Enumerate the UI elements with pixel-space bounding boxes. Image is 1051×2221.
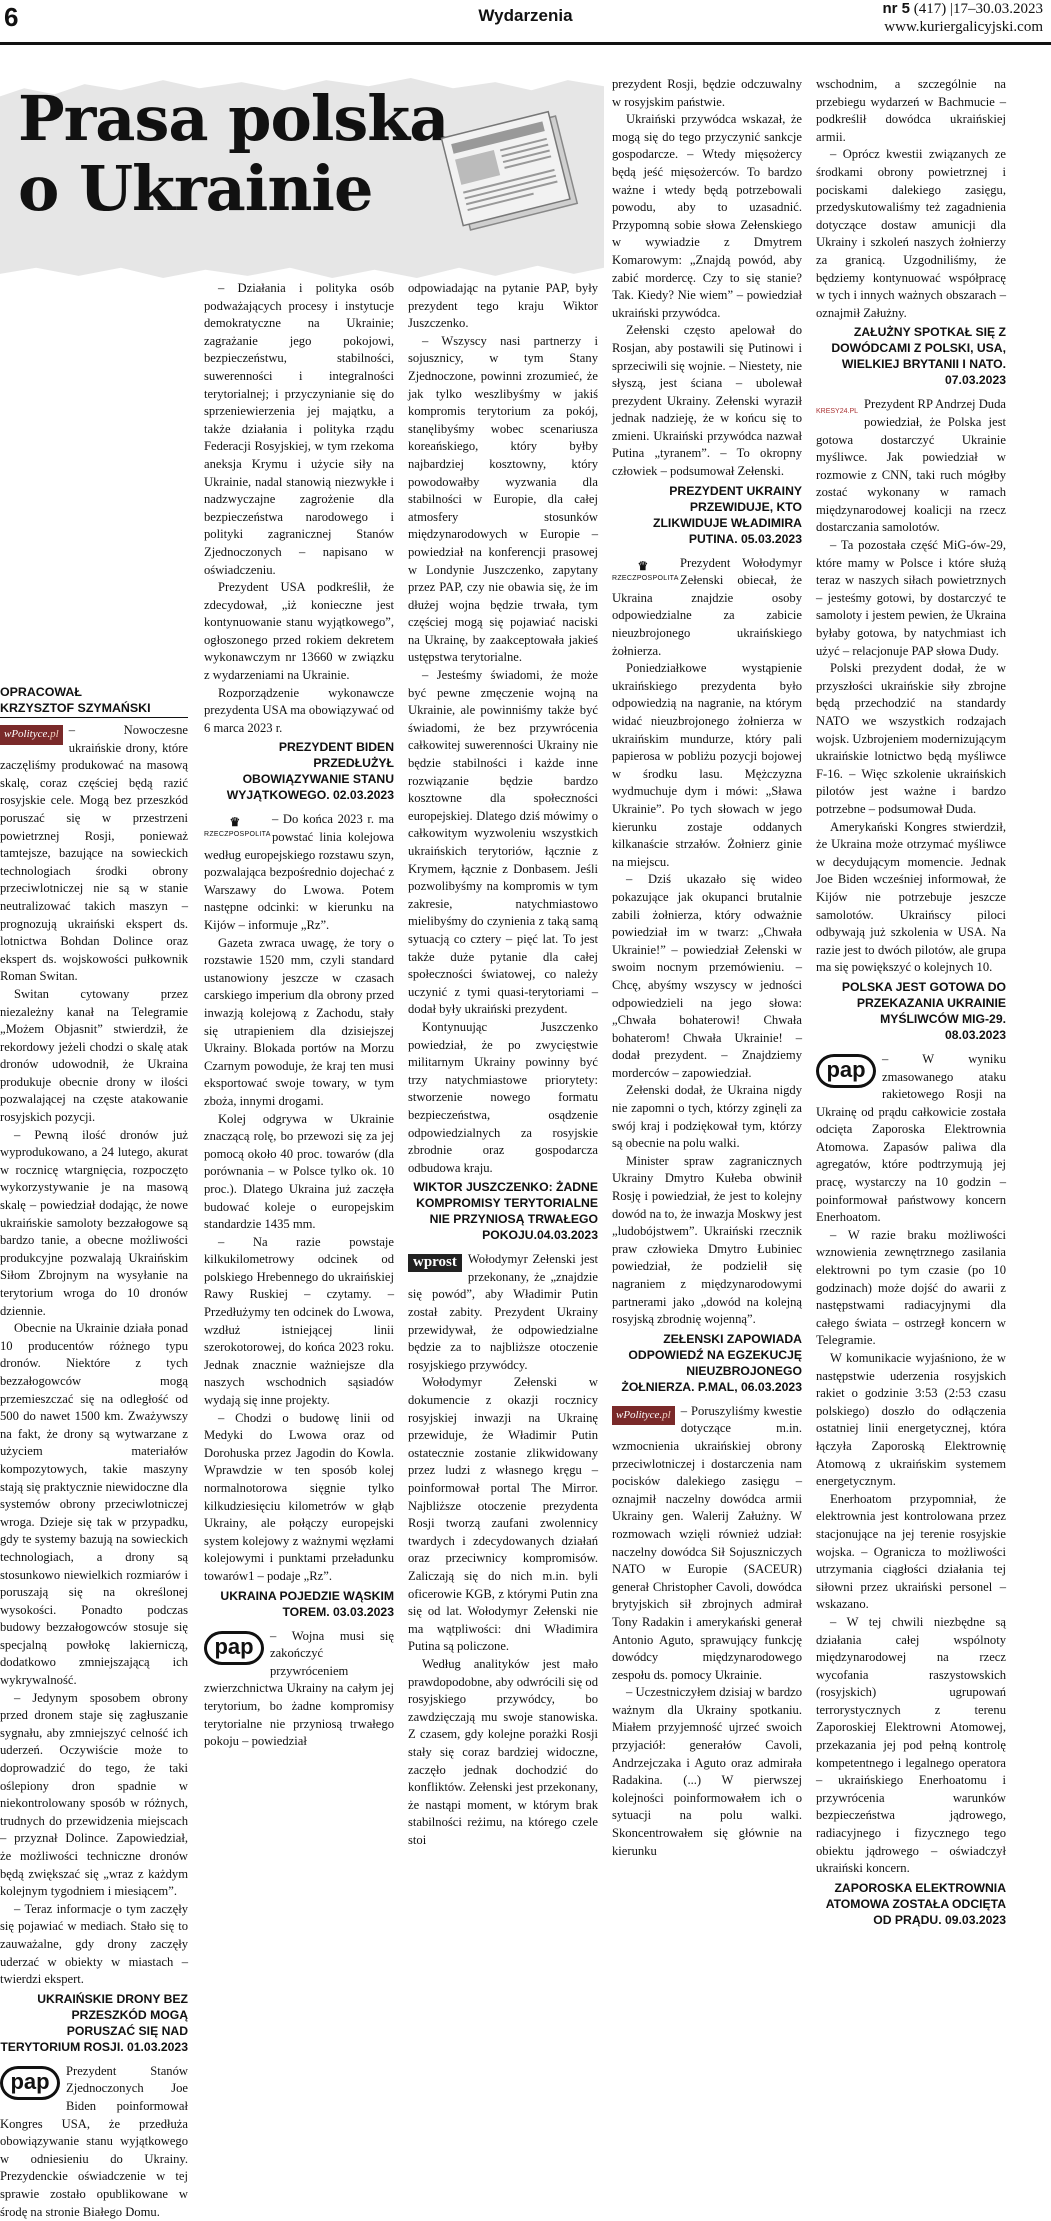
byline: [0, 684, 188, 716]
paragraph: Obecnie na Ukrainie działa ponad 10 producentów różnego typu dronów. Niektóre z tych bezzałogowców mogą przemieszczać się na odległość od 500 do nawet 1500 km. Zważywszy na fakt, że drony są wytwarzane z użyciem materiałów kompozytowych, takie maszyny stają się praktycznie niewidoczne dla systemów obrony przeciwlotniczej wroga. Dzieje się tak w przypadku, gdy te systemy bazują na sowieckich technologiach, a drony są stosunkowo niewielkich rozmiarów i poruszają się na określonej wysokości. Ponadto podczas budowy bezzałogowców stosuje się specjalną powłokę lakierniczą, dodatkowo zmniejszającą ich wykrywalność.: [0, 1321, 188, 1688]
paragraph: Rozporządzenie wykonawcze prezydenta USA ma obowiązywać od 6 marca 2023 r.: [204, 685, 394, 735]
paragraph: KRESY24.PL Prezydent RP Andrzej Duda powiedział, że Polska jest gotowa dostarczyć Ukrainie myśliwce. Jak powiedział w rozmowie z CNN, taki ruch mógłby zostać wykonany w ramach międzynarodowej koalicji na rzecz dostarczania samolotów.: [816, 397, 1006, 535]
paragraph: wprost Wołodymyr Zełenski jest przekonany, że „znajdzie się powód”, aby Władimir Putin został zabity. Prezydent Ukrainy przewidywał, że odpowiedzialne będzie za to najbliższe otoczenie rosyjskiego przywódcy.: [408, 1252, 598, 1372]
paragraph: prezydent Rosji, będzie odczuwalny w rosyjskim państwie.: [612, 77, 802, 109]
paragraph: – Dziś ukazało się wideo pokazujące jak okupanci brutalnie zabili żołnierza, który odważnie powiedział im w twarz: „Chwała Ukrainie!” – powiedział Zełenski w swoim nocnym przemówieniu. – Chcę, abyśmy wszyscy w jedności odpowiedzieli na jego słowa: „Chwała bohaterowi! Chwała bohaterom! Chwała Ukrainie! – dodał prezydent. – Znajdziemy morderców – zapowiedział.: [612, 872, 802, 1080]
paragraph: – Działania i polityka osób podważających procesy i instytucje demokratyczne na Ukrainie; zagrażanie jego pokojowi, bezpieczeństwu, stabilności, suwerenności i integralności terytorialnej; i przyczynianie się do sprzeniewierzenia jej majątku, a także działania i polityka rządu Federacji Rosyjskiej, w tym rzekoma aneksja Krymu i użycie siły na Ukrainie, nadal stanowią niezwykłe i nadzwyczajne zagrożenie dla bezpieczeństwa narodowego i polityki zagranicznej Stanów Zjednoczonych – napisano w oświadczeniu.: [204, 281, 394, 577]
paragraph: odpowiadając na pytanie PAP, były prezydent tego kraju Wiktor Juszczenko.: [408, 281, 598, 331]
kresy-logo: KRESY24.PL: [816, 408, 859, 416]
issue-number: nr 5: [882, 0, 910, 17]
column-1: [0, 722, 188, 2219]
column-3: [408, 280, 598, 1847]
news-subheading: WIKTOR JUSZCZENKO: ŻADNE KOMPROMISY TERYTORIALNE NIE PRZYNIOSĄ TRWAŁEGO POKOJU.04.03.2023: [413, 1180, 598, 1243]
paragraph: – Wszyscy nasi partnerzy i sojusznicy, w tym Stany Zjednoczone, powinni zrozumieć, że jak tylko weszlibyśmy w jakiś kompromis terytorium za pokój, stanęlibyśmy wobec scenariusza koreańskiego, który byłby najbardziej kosztowny, który powodowałby wyzwania dla stabilności w Europie, dla całej atmosfery stosunków międzynarodowych w Europie – powiedział na konferencji prasowej w Londynie Juszczenko, zapytany przez PAP, czy nie obawia się, że im dłużej wojna będzie trwała, tym częściej mogą się pojawiać naciski na Ukrainę, by zaakceptowała jakieś ustępstwa terytorialne.: [408, 333, 598, 665]
paragraph: ♛ RZECZPOSPOLITA – Do końca 2023 r. ma powstać linia kolejowa według europejskiego rozstawu szyn, pozwalająca bezpośrednio dojechać z Warszawy do Lwowa. Potem następne odcinki: w kierunku na Kijów – informuje „Rz”.: [204, 812, 394, 932]
paragraph: Polski prezydent dodał, że w przyszłości ukraińskie siły zbrojne będą przechodzić na standardy NATO we wszystkich rodzajach wojsk. Uzbrojeniem modernizującym ukraińskie lotnictwo będą myśliwce F-16. – Więc szkolenie ukraińskich pilotów jest ważne i bardzo potrzebne – podsumował Duda.: [816, 661, 1006, 816]
paragraph: Ukraiński przywódca wskazał, że mogą się do tego przyczynić sankcje gospodarcze. – Wtedy mięsożercy będą jeść mięsożerców. To bardzo ważne i wtedy będą potrzebowali powodu, aby to uzasadnić. Przypomną sobie słowa Zełenskiego w wywiadzie z Dmytrem Komarowym: „Znajdą powód, aby zabić mordercę. Czy to się stanie? Tak. Kiedy? Nie wiem” – powiedział ukraiński przywódca.: [612, 112, 802, 320]
paragraph: wschodnim, a szczególnie na przebiegu wydarzeń w Bachmucie – podkreślił dowódca ukraińskiej armii.: [816, 77, 1006, 144]
news-subheading: ZAŁUŻNY SPOTKAŁ SIĘ Z DOWÓDCAMI Z POLSKI, USA, WIELKIEJ BRYTANII I NATO. 07.03.2023: [831, 325, 1006, 388]
paragraph: – W tej chwili niezbędne są działania całej wspólnoty międzynarodowej na rzecz wycofania raszystowskich (rosyjskich) ugrupowań terrorystycznych z terenu Zaporoskiej Elektrowni Atomowej, przekazania jej pod pełną kontrolę kompetentnego i legalnego operatora – ukraińskiego Enerhoatomu i przywrócenia warunków bezpieczeństwa jądrowego, radiacyjnego i fizycznego tego obiektu jądrowego – oświadczył ukraiński koncern.: [816, 1614, 1006, 1876]
paragraph: – Oprócz kwestii związanych ze środkami obrony powietrznej i pociskami dalekiego zasięgu, przedyskutowaliśmy też zagadnienia dotyczące dostaw amunicji dla Ukrainy i szkoleń naszych żołnierzy za granicą. Uzgodniliśmy, że będziemy kontynuować współpracę w tych i innych ważnych obszarach – oznajmił Załużny.: [816, 147, 1006, 320]
paragraph: Prezydent USA podkreślił, że zdecydował, „iż konieczne jest kontynuowanie stanu wyjątkowego”, ogłoszonego przed rokiem dekretem wykonawczym nr 13660 w związku z wydarzeniami na Ukrainie.: [204, 580, 394, 683]
website-link[interactable]: www.kuriergalicyjski.com: [884, 19, 1043, 35]
title-line-2: o Ukrainie: [18, 152, 373, 225]
byline-author: KRZYSZTOF SZYMAŃSKI: [0, 701, 151, 715]
news-subheading: UKRAINA POJEDZIE WĄSKIM TOREM. 03.03.2023: [220, 1588, 394, 1619]
paragraph: – Chodzi o budowę linii od Medyki do Lwowa oraz od Dorohuska przez Jagodin do Kowla. Wprawdzie w ten sposób kolej normalnotorowa sięgnie tylko kilkudziesięciu kilometrów w głąb Ukrainy, ale połączy europejski system kolejowy z ważnymi węzłami kolejowymi i punktami przeładunku towarów1 – podaje „Rz”.: [204, 1410, 394, 1583]
paragraph: Switan cytowany przez niezależny kanał na Telegramie „Możem Objasnit” stwierdził, że rekordowy jeżeli chodzi o skalę atak dronów udowodnił, że Ukraina produkuje obecnie drony w ilości pozwalającej na częste atakowanie rosyjskich pozycji.: [0, 986, 188, 1125]
eagle-icon: ♛: [229, 815, 241, 830]
paragraph: – Pewną ilość dronów już wyprodukowano, a 24 lutego, akurat w rocznicę wtargnięcia, rozpoczęto wykorzystywanie je na masową skalę – powiedział dodając, że nowe ukraińskie samoloty bezzałogowe są bardzo tanie, a obecne możliwości produkcyjne pozwalają Ukraińskim Siłom Zbrojnym na wysyłanie na terytorium wroga do 10 dronów dziennie.: [0, 1127, 188, 1318]
title-line-1: Prasa polska: [18, 82, 449, 155]
paragraph: pap – Wojna musi się zakończyć przywróceniem zwierzchnictwa Ukrainy na całym jej terytorium, bo żadne kompromisy terytorialne nie przyniosą trwałego pokoju – powiedział: [204, 1628, 394, 1749]
eagle-icon: ♛: [637, 558, 649, 573]
paragraph: – Na razie powstaje kilkukilometrowy odcinek od polskiego Hrebennego do ukraińskiej Rawy Ruskiej – czytamy. – Przedłużymy ten odcinek do Lwowa, wzdłuż istniejącej linii szerokotorowej, do końca 2023 roku. Jednak znacznie ważniejsze dla naszych wschodnich sąsiadów wydają się inne projekty.: [204, 1234, 394, 1408]
paragraph: Amerykański Kongres stwierdził, że Ukraina może otrzymać myśliwce w decydującym momencie. Jednak Joe Biden wcześniej informował, że Kijów nie potrzebuje jeszcze samolotów. Ukraińscy piloci odbywają już szkolenia w USA. Na razie jest to dwóch pilotów, ale grupa ma się powiększyć o kolejnych 10.: [816, 819, 1006, 975]
section-title: Wydarzenia: [478, 6, 573, 25]
column-4: [612, 76, 802, 1858]
news-subheading: ZEŁENSKI ZAPOWIADA ODPOWIEDŹ NA EGZEKUCJĘ NIEUZBROJONEGO ŻOŁNIERZA. P.MAL, 06.03.2023: [621, 1331, 802, 1394]
column-5: [816, 76, 1006, 1927]
wprost-logo: wprost: [408, 1254, 462, 1272]
column-2: [204, 280, 394, 1749]
byline-rule: [0, 717, 188, 718]
issue-info: [882, 0, 1043, 36]
header-rule: [0, 42, 1051, 45]
paragraph: – Jedynym sposobem obrony przed dronem staje się zagłuszanie sygnału, aby zmniejszyć celność ich uderzeń. Oczywiście może to doprowadzić do tego, że taki oślepiony dron spadnie w niekontrolowany sposób w różnych, trudnych do przewidzenia miejscach – przyznał Dolince. Zapowiedział, że możliwości techniczne dronów będą zwiększać się „wraz z każdym kolejnym tygodniem i miesiącem”.: [0, 1690, 188, 1899]
paragraph: – Ta pozostała część MiG-ów-29, które mamy w Polsce i które służą teraz w naszych siłach powietrznych – jesteśmy gotowi, by dostarczyć te samoloty i jestem pewien, że Ukraina byłaby gotowa, by natychmiast ich użyć – relacjonuje PAP słowa Dudy.: [816, 538, 1006, 658]
wpolityce-logo: wPolityce.pl: [0, 725, 63, 745]
paragraph: wPolityce.pl – Nowoczesne ukraińskie drony, które zaczęliśmy produkować na masową skalę, coraz częściej będą razić rosyjskie cele. Mogą bez przeszkód poruszać się w przestrzeni powietrznej Rosji, ponieważ tamtejsze, bazujące na sowieckich technologiach środki obrony przeciwlotniczej nie są w stanie neutralizować takich maszyn – prognozują ukraiński ekspert ds. lotnictwa Bohdan Dolince oraz ekspert ds. wojskowości pułkownik Roman Switan.: [0, 723, 188, 984]
paragraph: Gazeta zwraca uwagę, że tory o rozstawie 1520 mm, czyli standard ustanowiony jeszcze w czasach carskiego imperium dla obrony przed inwazją kolejową z Zachodu, stały się utrapieniem dla dzisiejszej Ukrainy. Blokada portów na Morzu Czarnym powoduje, że kraj ten musi eksportować swoje towary, w tym zboża, innymi drogami.: [204, 935, 394, 1108]
paragraph: Minister spraw zagranicznych Ukrainy Dmytro Kułeba obwinił Rosję i powiedział, że jest to kolejny dowód na to, że inwazja Moskwy jest „ludobójstwem”. Ukraiński rzecznik praw człowieka Dmytro Łubiniec powiedział, że podzielił się nagraniem z międzynarodowymi partnerami jako „dowód na kolejną rosyjską zbrodnię wojenną”.: [612, 1153, 802, 1327]
paragraph: wPolityce.pl – Poruszyliśmy kwestie dotyczące m.in. wzmocnienia ukraińskiej obrony przeciwlotniczej i dostarczenia nam pocisków dalekiego zasięgu – oznajmił naczelny dowódca armii Ukrainy gen. Walerij Załużny. W rozmowach wzięli również udział: naczelny dowódca Sił Sojuszniczych NATO w Europie (SACEUR) generał Christopher Cavoli, dowódca brytyjskich sił zbrojnych admirał Tony Radakin i amerykański generał Antonio Aguto, sprawujący funkcję dowódcy międzynarodowego zespołu ds. pomocy Ukrainie.: [612, 1403, 802, 1682]
news-subheading: UKRAIŃSKIE DRONY BEZ PRZESZKÓD MOGĄ PORUSZAĆ SIĘ NAD TERYTORIUM ROSJI. 01.03.2023: [0, 1991, 188, 2054]
rzeczpospolita-logo: ♛ RZECZPOSPOLITA: [612, 558, 679, 582]
news-subheading: POLSKA JEST GOTOWA DO PRZEKAZANIA UKRAINIE MYŚLIWCÓW MIG-29. 08.03.2023: [841, 979, 1006, 1042]
pap-logo: pap: [204, 1631, 264, 1665]
paragraph: Kontynuując Juszczenko powiedział, że po zwycięstwie militarnym Ukrainy powinny być trzy natychmiastowe priorytety: stworzenie nowego formatu bezpieczeństwa, osądzenie odpowiedzialnych za rosyjskie zbrodnie oraz gospodarcza odbudowa kraju.: [408, 1019, 598, 1175]
news-subheading: PREZYDENT UKRAINY PRZEWIDUJE, KTO ZLIKWIDUJE WŁADIMIRA PUTINA. 05.03.2023: [653, 483, 802, 546]
pap-logo: pap: [0, 2066, 60, 2100]
page-header: [0, 0, 1051, 44]
paragraph: Kolej odgrywa w Ukrainie znaczącą rolę, bo przewozi się za jej pomocą około 40 proc. towarów (dla porównania – w Polsce tylko ok. 10 proc.). Dlatego Ukraina już zaczęła budować koleje o europejskim standardzie 1435 mm.: [204, 1111, 394, 1232]
paragraph: pap Prezydent Stanów Zjednoczonych Joe Biden poinformował Kongres USA, że przedłuża obowiązywanie stanu wyjątkowego w odniesieniu do Ukrainy. Prezydenckie oświadczenie w tej sprawie zostało opublikowane w środę na stronie Białego Domu.: [0, 2063, 188, 2219]
pap-logo: pap: [816, 1054, 876, 1088]
paragraph: Według analityków jest mało prawdopodobne, aby odwrócili się od rosyjskiego przywódcy, bo zawdzięczają mu swoje stanowiska. Z czasem, gdy kolejne porażki Rosji stały się coraz bardziej widoczne, zaczęło jednak dochodzić do konfliktów. Zełenski jest przekonany, że nastąpi moment, w którym brak stabilności reżimu, na którego czele stoi: [408, 1656, 598, 1847]
paragraph: Zełenski dodał, że Ukraina nigdy nie zapomni o tych, którzy zginęli za swój kraj i podziękował tym, którzy są obecnie na polu walki.: [612, 1083, 802, 1151]
wpolityce-logo: wPolityce.pl: [612, 1406, 675, 1426]
paragraph: – Teraz informacje o tym zaczęły się pojawiać w mediach. Stało się to zauważalne, gdy drony zaczęły uderzać w obiekty w miastach – twierdzi ekspert.: [0, 1901, 188, 1987]
paragraph: – Jesteśmy świadomi, że może być pewne zmęczenie wojną na Ukrainie, ale powinniśmy także być świadomi, że bez przywrócenia całkowitej suwerenności Ukrainy nie będzie stabilności i każde inne rozwiązanie będzie bardzo kosztowne dla społeczności europejskiej. Dlatego dziś mówimy o całkowitym wyzwoleniu wszystkich ukraińskich terytoriów, łącznie z Krymem, łącznie z Donbasem. Jeśli pozwolibyśmy na kompromis w tym zakresie, natychmiastowo mielibyśmy do czynienia z taką samą sytuacją co cztery – pięć lat. To jest także duże pytanie dla całej społeczności światowej, co należy uczynić z tymi quasi-terytoriami – dodał były ukraiński prezydent.: [408, 668, 598, 1017]
paragraph: W komunikacie wyjaśniono, że w następstwie uderzenia rosyjskich rakiet o godzinie 3:53 (2:53 czasu polskiego) doszło do odłączenia ostatniej linii energetycznej, która łączyła Zaporoską Elektrownię Atomową z ukraińskim systemem energetycznym.: [816, 1351, 1006, 1489]
paragraph: ♛ RZECZPOSPOLITA Prezydent Wołodymyr Zełenski obiecał, że Ukraina znajdzie osoby odpowiedzialne za zabicie nieuzbrojonego ukraińskiego żołnierza.: [612, 555, 802, 658]
newspaper-icon: [438, 98, 588, 248]
paragraph: Enerhoatom przypomniał, że elektrownia jest kontrolowana przez stacjonujące na jej terenie rosyjskie wojska. – Ogranicza to możliwości utrzymania ciągłości działania tej siłowni przez ukraiński personel – wskazano.: [816, 1491, 1006, 1612]
byline-line-1: OPRACOWAŁ: [0, 685, 82, 699]
page-number: 6: [4, 2, 19, 32]
paragraph: – Uczestniczyłem dzisiaj w bardzo ważnym dla Ukrainy spotkaniu. Miałem przyjemność ujrzeć swoich przyjaciół: generałów Cavoli, Andrzejczaka i Aguto oraz admirała Radakina. (...) W pierwszej kolejności poinformowałem ich o sytuacji na polu walki. Skoncentrowałem się głównie na kierunku: [612, 1685, 802, 1858]
rzeczpospolita-logo: ♛ RZECZPOSPOLITA: [204, 815, 271, 839]
paragraph: Poniedziałkowe wystąpienie ukraińskiego prezydenta było odpowiedzią na nagranie, na którym widać nieuzbrojonego żołnierza w ukraińskim mundurze, który pali papierosa w pobliżu pozycji bojowej w środku lasu. Mężczyzna wydmuchuje dym i mówi: „Sława Ukrainie”. Po tych słowach w jego kierunku zostaje oddanych kilkanaście strzałów. Żołnierz ginie na miejscu.: [612, 661, 802, 869]
news-subheading: ZAPOROSKA ELEKTROWNIA ATOMOWA ZOSTAŁA ODCIĘTA OD PRĄDU. 09.03.2023: [825, 1880, 1006, 1927]
paragraph: pap – W wyniku zmasowanego ataku rakietowego Rosji na Ukrainę od prądu całkowicie została odcięta Zaporoska Elektrownia Atomowa. Zapasów paliwa dla agregatów, które podtrzymują jej pracę, wystarczy na 10 godzin – poinformował państwowy koncern Enerhoatom.: [816, 1051, 1006, 1225]
news-subheading: PREZYDENT BIDEN PRZEDŁUŻYŁ OBOWIĄZYWANIE STANU WYJĄTKOWEGO. 02.03.2023: [226, 740, 394, 803]
article-title: [18, 84, 448, 224]
issue-dates: (417) |17–30.03.2023: [910, 1, 1043, 17]
paragraph: Zełenski często apelował do Rosjan, aby postawili się Putinowi i sprzeciwili się wojnie. – Niestety, nie słyszą, jest ściana – ubolewał prezydent Ukrainy. Zełenski wyraził jednak nadzieję, że w końcu się to zmieni. Ukraiński przywódca nazwał Putina „tyranem”. – To okropny człowiek – podsumował Zełenski.: [612, 323, 802, 479]
paragraph: Wołodymyr Zełenski w dokumencie z okazji rocznicy rosyjskiej inwazji na Ukrainę przewiduje, że Władimir Putin ostatecznie zostanie zlikwidowany przez ludzi z własnego kręgu – poinformował portal The Mirror. Najbliższe otoczenie prezydenta Rosji tworzą zaufani zwolennicy twardych i zdecydowanych działań oraz przeciwnicy kompromisów. Zaliczają się do nich m.in. byli oficerowie KGB, z którymi Putin zna się od lat. Wołodymyr Zełenski nie ma wątpliwości: dni Władimira Putina są policzone.: [408, 1375, 598, 1654]
paragraph: – W razie braku możliwości wznowienia zewnętrznego zasilania elektrowni po tym czasie (po 10 godzinach) może dojść do awarii z następstwami radiacyjnymi dla całego świata – ostrzegł koncern w Telegramie.: [816, 1227, 1006, 1348]
